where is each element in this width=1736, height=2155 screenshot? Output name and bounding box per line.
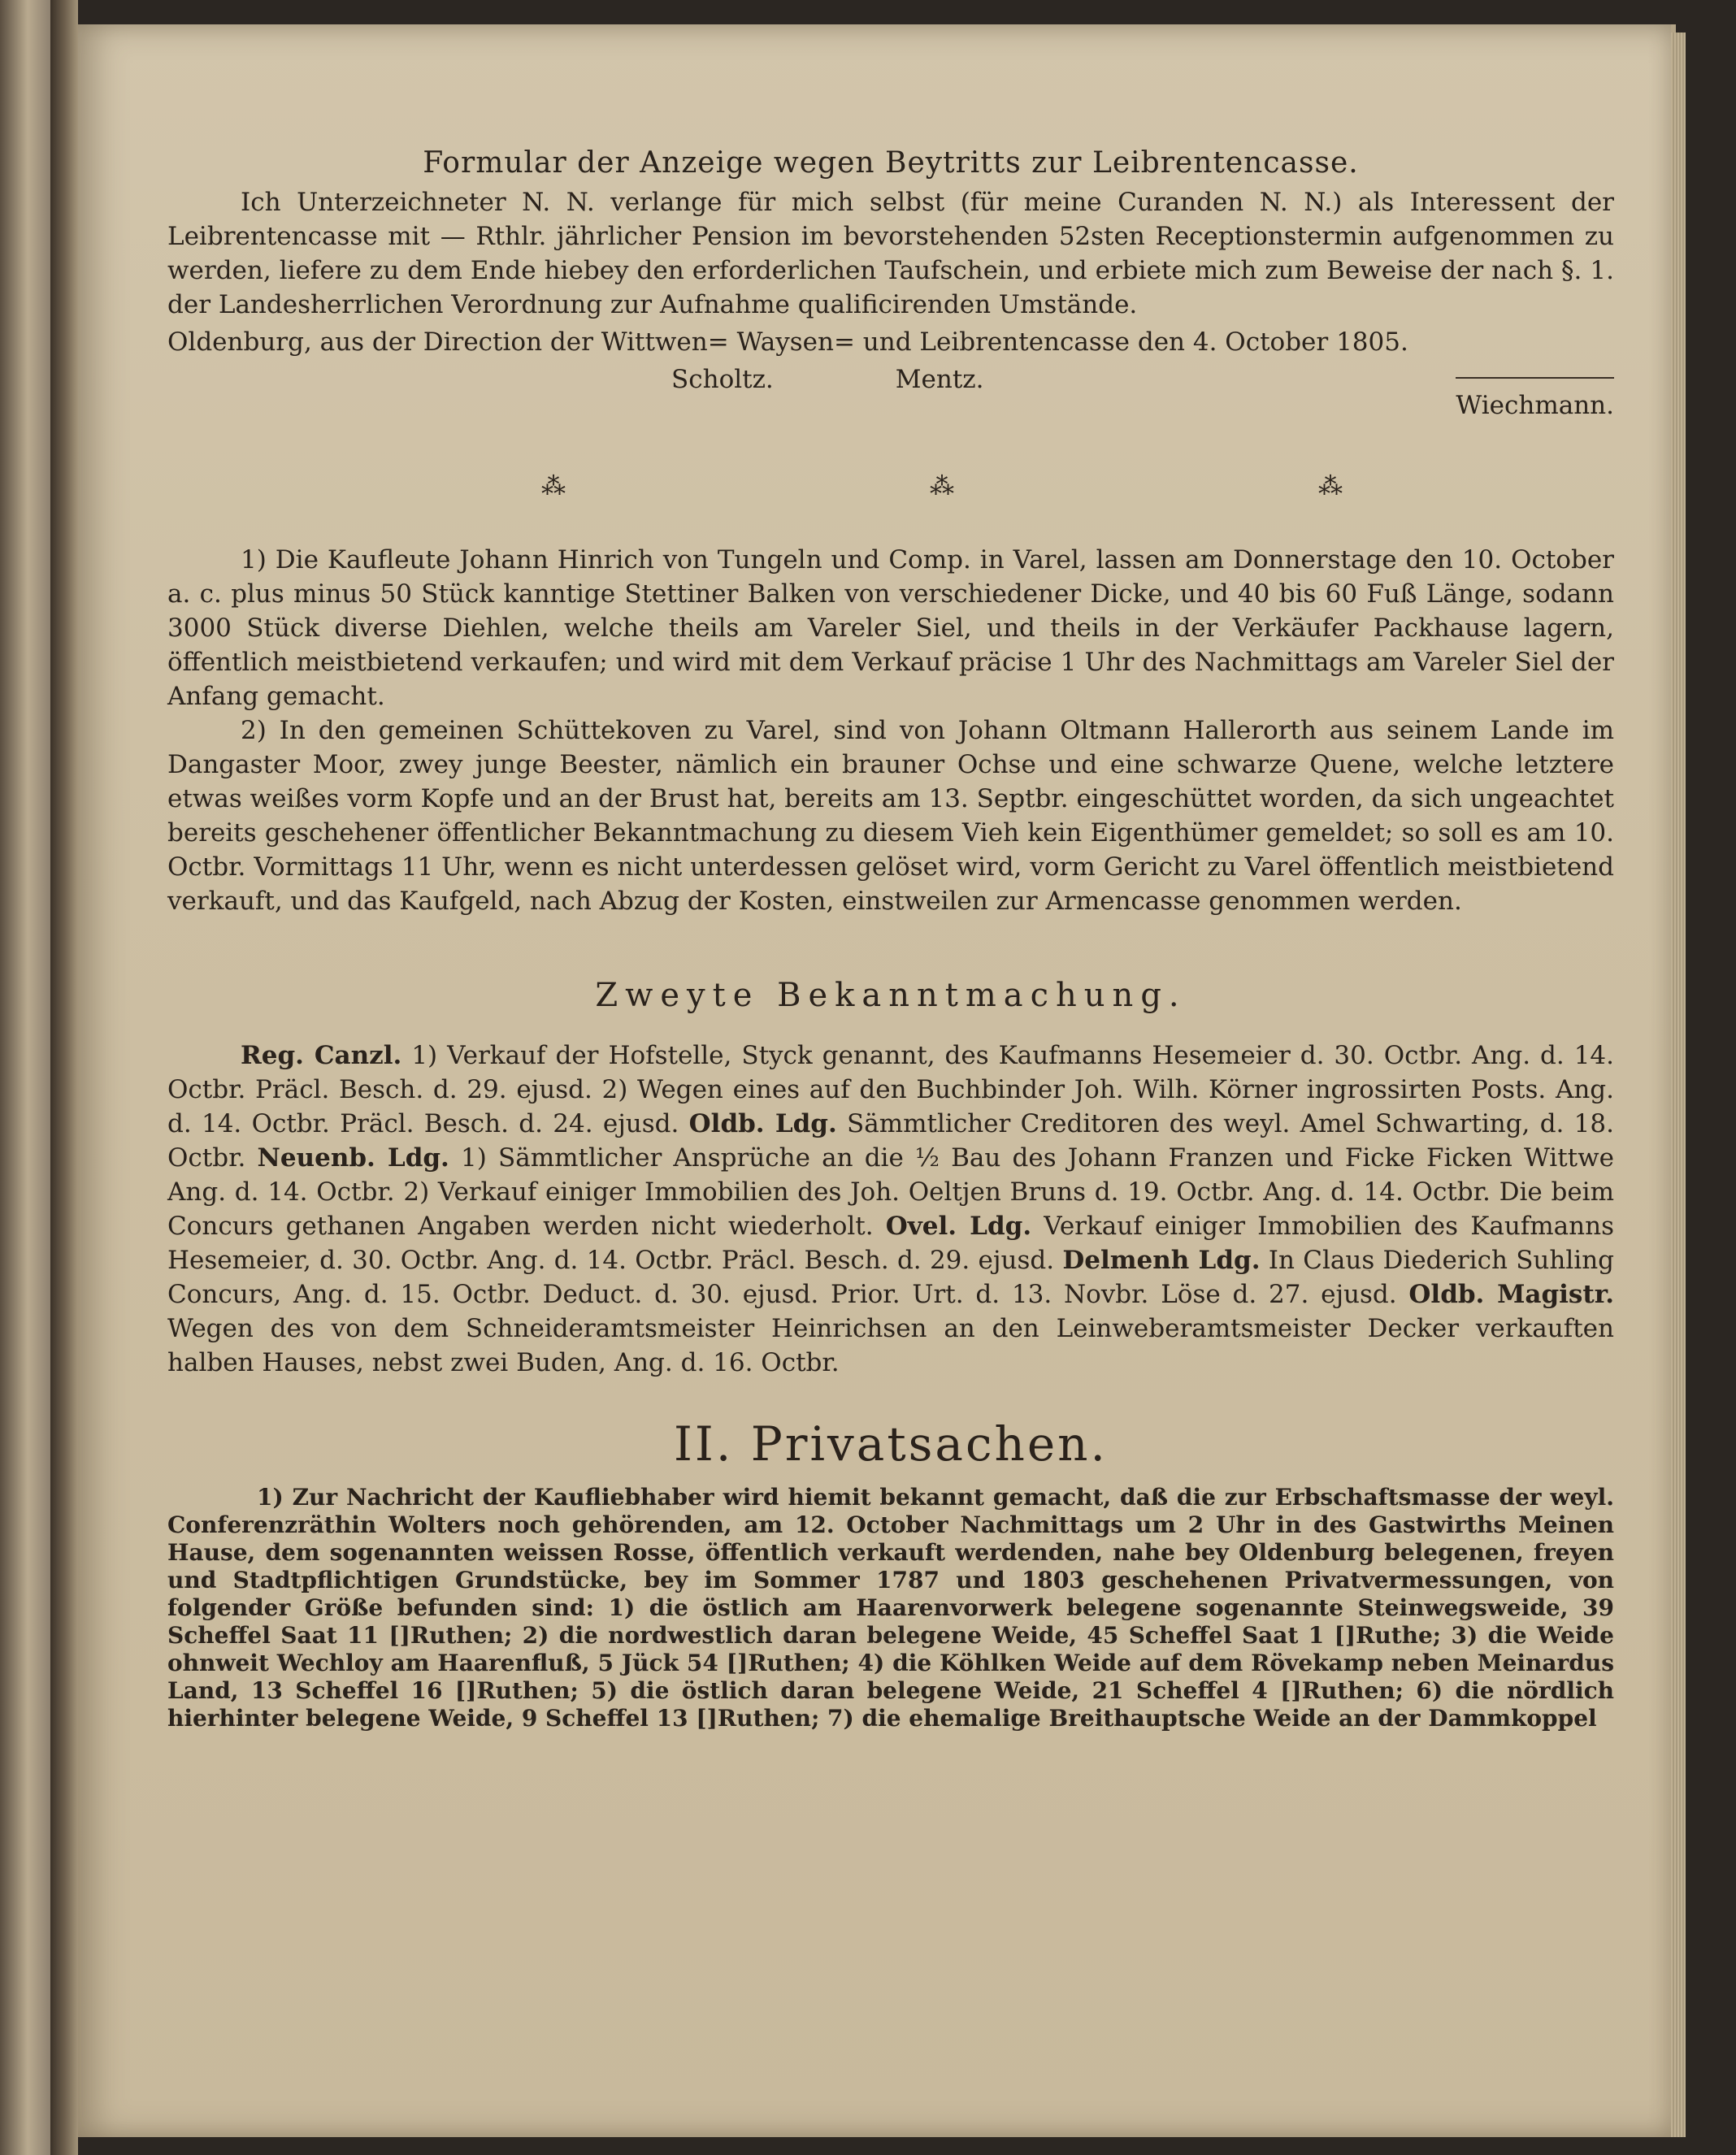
page-stack-edge <box>1671 33 1686 2137</box>
form-heading: Formular der Anzeige wegen Beytritts zur Leibrentencasse. <box>423 146 1359 180</box>
notice-item-1: 1) Die Kaufleute Johann Hinrich von Tungeln und Comp. in Varel, lassen am Donnerstage den 10. October a. c. plus minus 50 Stück kanntige Stettiner Balken von verschiedener Dicke, und 40 bis 60 Fuß Länge, sodann 3000 Stück diverse Diehlen, welche theils am Vareler Siel, und theils in der Verkäufer Packhause lagern, öffentlich meistbietend verkaufen; und wird mit dem Verkauf präcise 1 Uhr des Nachmittags am Vareler Siel der Anfang gemacht. <box>167 545 1614 711</box>
second-text-4: Verkauf einiger Immobilien des Kaufmanns Hesemeier, d. 30. Octbr. Ang. d. 14. Octbr. Präcl. Besch. d. 29. ejusd. <box>167 1212 1614 1275</box>
form-place-text: Oldenburg, aus der Direction der Wittwen= Waysen= und Leibrentencasse den 4. October 1805. <box>167 327 1408 357</box>
second-text-5: In Claus Diederich Suhling Concurs, Ang. d. 15. Octbr. Deduct. d. 30. ejusd. Prior. Urt. d. 13. Novbr. Löse d. 27. ejusd. <box>167 1246 1614 1309</box>
label-oldb-magistr: Oldb. Magistr. <box>1408 1280 1614 1309</box>
label-delmenh-ldg: Delmenh Ldg. <box>1062 1246 1261 1275</box>
label-ovel-ldg: Ovel. Ldg. <box>885 1212 1032 1241</box>
label-reg-canzl: Reg. Canzl. <box>241 1041 402 1070</box>
form-body: Ich Unterzeichneter N. N. verlange für mich selbst (für meine Curanden N. N.) als Interessent der Leibrentencasse mit — Rthlr. jährlicher Pension im bevorstehenden 52sten Receptionstermin aufgenommen zu werden, liefere zu dem Ende hiebey den erforderlichen Taufschein, und erbiete mich zum Beweise der nach §. 1. der Landesherrlichen Verordnung zur Aufnahme qualificirenden Umstände. <box>167 188 1614 319</box>
book-page <box>78 24 1676 2137</box>
form-place-line <box>167 325 1614 359</box>
private-item-1: 1) Zur Nachricht der Kaufliebhaber wird hiemit bekannt gemacht, daß die zur Erbschaftsmasse der weyl. Conferenzräthin Wolters noch gehörenden, am 12. October Nachmittags um 2 Uhr in des Gastwirths Meinen Hause, dem sogenannten weissen Rosse, öffentlich verkauft werdenden, nahe bey Oldenburg belegenen, freyen und Stadtpflichtigen Grundstücke, bey im Sommer 1787 und 1803 geschehenen Privatvermessungen, von folgender Größe befunden sind: 1) die östlich am Haarenvorwerk belegene sogenannte Steinwegsweide, 39 Scheffel Saat 11 []Ruthen; 2) die nordwestlich daran belegene Weide, 45 Scheffel Saat 1 []Ruthe; 3) die Weide ohnweit Wechloy am Haarenfluß, 5 Jück 54 []Ruthen; 4) die Köhlken Weide auf dem Rövekamp neben Meinardus Land, 13 Scheffel 16 []Ruthen; 5) die östlich daran belegene Weide, 21 Scheffel 4 []Ruthen; 6) die nördlich hierhinter belegene Weide, 9 Scheffel 13 []Ruthen; 7) die ehemalige Breithauptsche Weide an der Dammkoppel <box>167 1484 1614 1732</box>
private-matters-body <box>167 1484 1614 1732</box>
asterism-3: ⁂ <box>1318 472 1346 501</box>
second-text-2: Sämmtlicher Creditoren des weyl. Amel Schwarting, d. 18. Octbr. <box>167 1109 1614 1173</box>
second-text-3: 1) Sämmtlicher Ansprüche an die ½ Bau des Johann Franzen und Ficke Ficken Wittwe Ang. d. 14. Octbr. 2) Verkauf einiger Immobilien des Joh. Oeltjen Bruns d. 19. Octbr. Ang. d. 14. Octbr. Die beim Concurs gethanen Angaben werden nicht wiederholt. <box>167 1143 1614 1241</box>
asterism-divider <box>167 470 1614 504</box>
book-gutter <box>50 0 78 2155</box>
signer-wiechmann: Wiechmann. <box>1456 377 1614 423</box>
private-matters-title: II. Privatsachen. <box>674 1416 1108 1472</box>
signer-scholtz: Scholtz. <box>671 365 774 394</box>
second-announcement-title: Zweyte Bekanntmachung. <box>595 977 1187 1014</box>
notice-item-2: 2) In den gemeinen Schüttekoven zu Varel, sind von Johann Oltmann Hallerorth aus seinem Lande im Dangaster Moor, zwey junge Beester, nämlich ein brauner Ochse und eine schwarze Quene, welche letztere etwas weißes vorm Kopfe und an der Brust hat, bereits am 13. Septbr. eingeschüttet worden, da sich ungeachtet bereits geschehener öffentlicher Bekanntmachung zu diesem Vieh kein Eigenthümer gemeldet; so soll es am 10. Octbr. Vormittags 11 Uhr, wenn es nicht unterdessen gelöset wird, vorm Gericht zu Varel öffentlich meistbietend verkauft, und das Kaufgeld, nach Abzug der Kosten, einstweilen zur Armencasse genommen werden. <box>167 716 1614 916</box>
second-text-1: 1) Verkauf der Hofstelle, Styck genannt, des Kaufmanns Hesemeier d. 30. Octbr. Ang. d. 14. Octbr. Präcl. Besch. d. 29. ejusd. 2) Wegen eines auf den Buchbinder Joh. Wilh. Körner ingrossirten Posts. Ang. d. 14. Octbr. Präcl. Besch. d. 24. ejusd. <box>167 1041 1615 1138</box>
asterism-1: ⁂ <box>541 472 569 501</box>
second-text-6: Wegen des von dem Schneideramtsmeister Heinrichsen an den Leinweberamtsmeister Decker verkauften halben Hauses, nebst zwei Buden, Ang. d. 16. Octbr. <box>167 1314 1614 1377</box>
label-oldb-ldg: Oldb. Ldg. <box>688 1109 837 1138</box>
form-signatures <box>167 362 1614 423</box>
label-neuenb-ldg: Neuenb. Ldg. <box>257 1143 449 1173</box>
second-announcement-body <box>167 1038 1614 1380</box>
page-content <box>167 146 1614 1732</box>
asterism-2: ⁂ <box>930 472 957 501</box>
previous-page-edge <box>0 0 50 2155</box>
signer-mentz: Mentz. <box>895 365 984 394</box>
